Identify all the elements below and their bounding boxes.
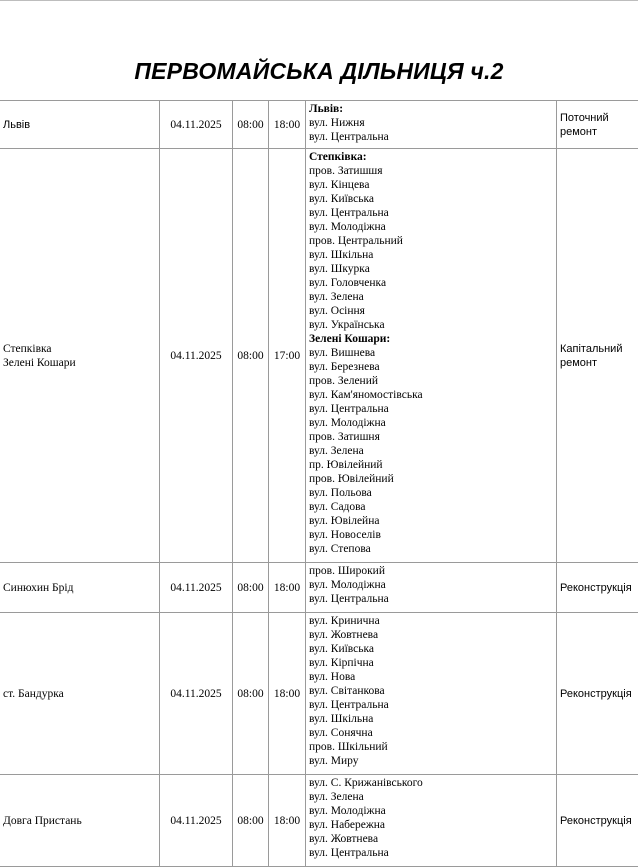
street-name: вул. Жовтнева [309,833,379,845]
street-name: вул. Ювілейна [309,515,380,527]
table-row [0,613,638,775]
street-name: вул. Центральна [309,207,389,219]
start-time-cell: 08:00 [233,613,269,775]
street-name: вул. Молодіжна [309,805,386,817]
street-name: вул. Шкільна [309,713,374,725]
street-name: пров. Широкий [309,565,385,577]
street-name: вул. Жовтнева [309,629,379,641]
location-name: Зелені Кошари [3,356,76,369]
settlement-heading: Степківка: [309,151,367,163]
street-name: пр. Ювілейний [309,459,383,471]
table-row [0,563,638,613]
street-name: пров. Затишня [309,431,380,443]
street-name: вул. Центральна [309,593,389,605]
street-name: вул. Польова [309,487,372,499]
street-name: вул. Зелена [309,445,364,457]
street-name: вул. Нова [309,671,356,683]
location-name: ст. Бандурка [3,687,64,700]
street-name: вул. Набережна [309,819,386,831]
date-cell: 04.11.2025 [160,101,233,149]
work-type-text: Поточний [560,111,609,124]
end-time-cell: 18:00 [269,775,306,867]
street-name: пров. Ювілейний [309,473,394,485]
work-type-text: Реконструкція [560,814,632,827]
street-name: вул. Зелена [309,291,364,303]
streets-cell [306,613,557,775]
street-name: пров. Шкільний [309,741,388,753]
location-cell [0,149,160,563]
location-cell [0,613,160,775]
street-name: вул. Новоселів [309,529,381,541]
location-name: Довга Пристань [3,814,82,827]
table-row [0,101,638,149]
date-cell: 04.11.2025 [160,563,233,613]
street-name: вул. Сонячна [309,727,373,739]
start-time-cell: 08:00 [233,775,269,867]
work-type-text: ремонт [560,125,598,138]
outage-schedule-table [0,100,638,867]
street-name: вул. С. Крижанівського [309,777,423,789]
street-name: пров. Центральний [309,235,403,247]
street-name: вул. Світанкова [309,685,385,697]
street-name: вул. Центральна [309,403,389,415]
street-name: вул. Садова [309,501,366,513]
street-name: вул. Степова [309,543,371,555]
end-time-cell: 18:00 [269,563,306,613]
street-name: пров. Зелений [309,375,379,387]
work-type-cell [557,563,638,613]
work-type-cell [557,149,638,563]
end-time-cell: 18:00 [269,101,306,149]
street-name: вул. Центральна [309,699,389,711]
street-name: вул. Шкільна [309,249,374,261]
start-time-cell: 08:00 [233,149,269,563]
date-cell: 04.11.2025 [160,613,233,775]
streets-cell [306,563,557,613]
work-type-cell [557,101,638,149]
street-name: вул. Київська [309,193,375,205]
location-name: Синюхин Брід [3,581,74,594]
table-row [0,775,638,867]
street-name: вул. Українська [309,319,385,331]
street-name: вул. Центральна [309,847,389,859]
street-name: вул. Миру [309,755,359,767]
end-time-cell: 17:00 [269,149,306,563]
street-name: вул. Осіння [309,305,365,317]
street-name: вул. Кірпічна [309,657,374,669]
street-name: вул. Березнева [309,361,380,373]
settlement-heading: Львів: [309,103,344,115]
start-time-cell: 08:00 [233,563,269,613]
location-cell [0,775,160,867]
date-cell: 04.11.2025 [160,149,233,563]
street-name: вул. Центральна [309,131,389,143]
streets-cell [306,775,557,867]
street-name: вул. Кринична [309,615,380,627]
start-time-cell: 08:00 [233,101,269,149]
work-type-text: ремонт [560,356,598,369]
location-name: Степківка [3,342,52,355]
street-name: вул. Молодіжна [309,579,386,591]
location-cell [0,563,160,613]
street-name: пров. Затишшя [309,165,383,177]
street-name: вул. Молодіжна [309,221,386,233]
location-name: Львів [3,118,31,131]
street-name: вул. Молодіжна [309,417,386,429]
streets-cell [306,149,557,563]
street-name: вул. Нижня [309,117,365,129]
street-name: вул. Шкурка [309,263,370,275]
work-type-cell [557,775,638,867]
street-name: вул. Київська [309,643,375,655]
street-name: вул. Вишнева [309,347,376,359]
page-title: ПЕРВОМАЙСЬКА ДІЛЬНИЦЯ ч.2 [134,58,504,84]
street-name: вул. Головченка [309,277,387,289]
end-time-cell: 18:00 [269,613,306,775]
work-type-text: Реконструкція [560,687,632,700]
settlement-heading: Зелені Кошари: [309,333,391,345]
top-divider [0,0,638,1]
location-cell [0,101,160,149]
work-type-cell [557,613,638,775]
work-type-text: Реконструкція [560,581,632,594]
table-row [0,149,638,563]
street-name: вул. Кінцева [309,179,370,191]
work-type-text: Капітальний [560,342,623,355]
streets-cell [306,101,557,149]
street-name: вул. Зелена [309,791,364,803]
street-name: вул. Кам'яномостівська [309,389,423,401]
date-cell: 04.11.2025 [160,775,233,867]
